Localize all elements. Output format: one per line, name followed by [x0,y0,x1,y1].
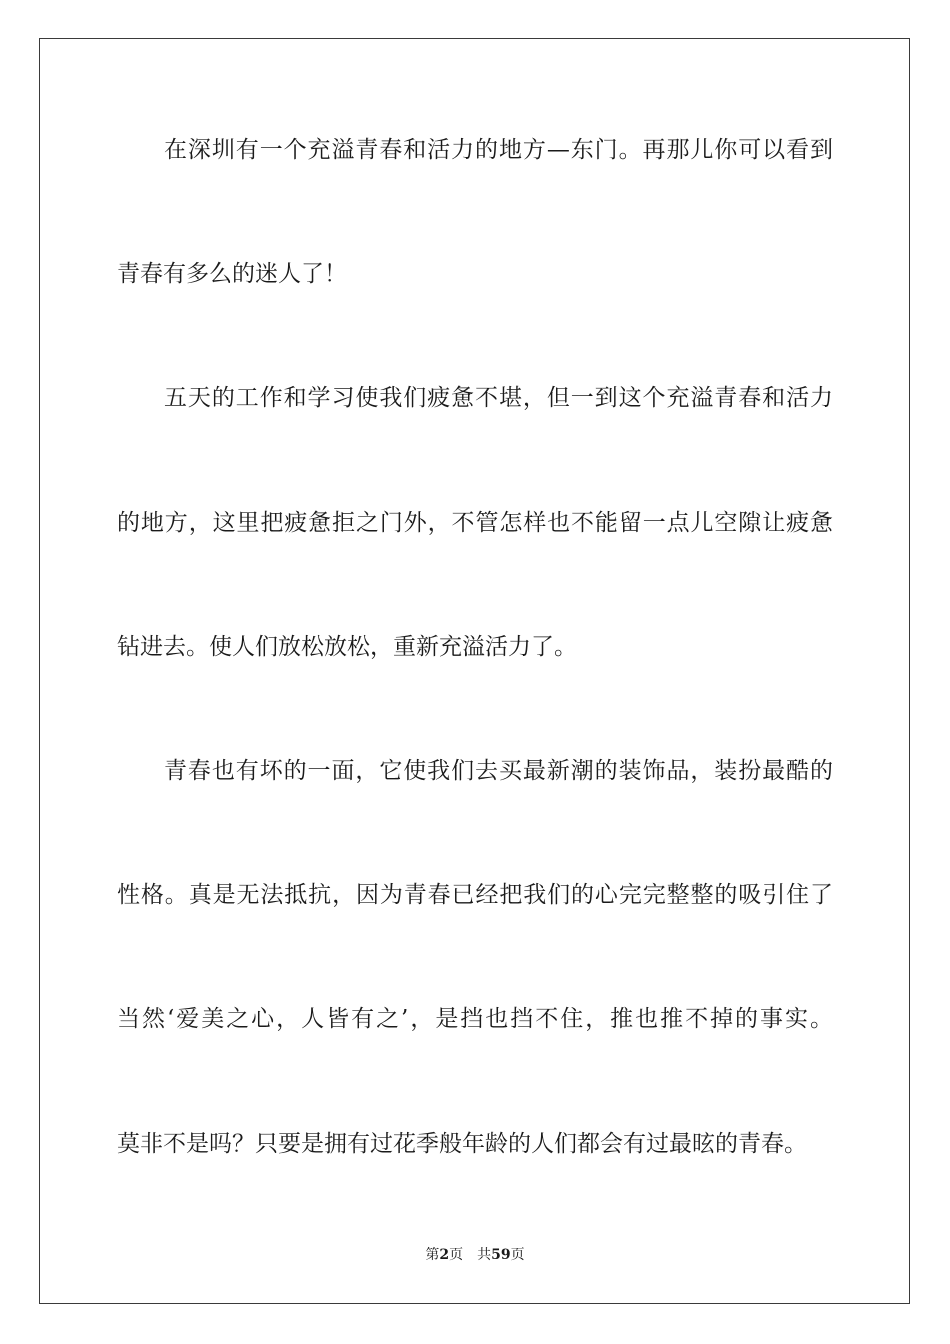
page-prefix: 第 [425,1247,440,1263]
page-frame [39,38,910,1304]
total-pages: 59 [491,1247,511,1263]
page-suffix: 页 [449,1247,464,1263]
paragraph-2-line-1: 五天的工作和学习使我们疲惫不堪，但一到这个充溢青春和活力 [164,385,833,411]
paragraph-3-line-3: 当然‘爱美之心，人皆有之’，是挡也挡不住，推也推不掉的事实。 [117,1006,833,1032]
total-prefix: 共 [477,1247,492,1263]
page-footer [0,1244,950,1264]
paragraph-2-line-3: 钻进去。使人们放松放松，重新充溢活力了。 [117,634,577,660]
paragraph-3-line-1: 青春也有坏的一面，它使我们去买最新潮的装饰品，装扮最酷的 [164,758,833,784]
paragraph-1-line-1: 在深圳有一个充溢青春和活力的地方—东门。再那儿你可以看到 [164,137,833,163]
paragraph-1-line-2: 青春有多么的迷人了！ [117,261,347,287]
paragraph-3-line-4: 莫非不是吗？只要是拥有过花季般年龄的人们都会有过最昡的青春。 [117,1131,807,1157]
paragraph-2-line-2: 的地方，这里把疲惫拒之门外，不管怎样也不能留一点儿空隙让疲惫 [117,510,833,536]
total-suffix: 页 [510,1247,525,1263]
page-number: 2 [439,1247,450,1263]
paragraph-3-line-2: 性格。真是无法抵抗，因为青春已经把我们的心完完整整的吸引住了 [117,882,833,908]
